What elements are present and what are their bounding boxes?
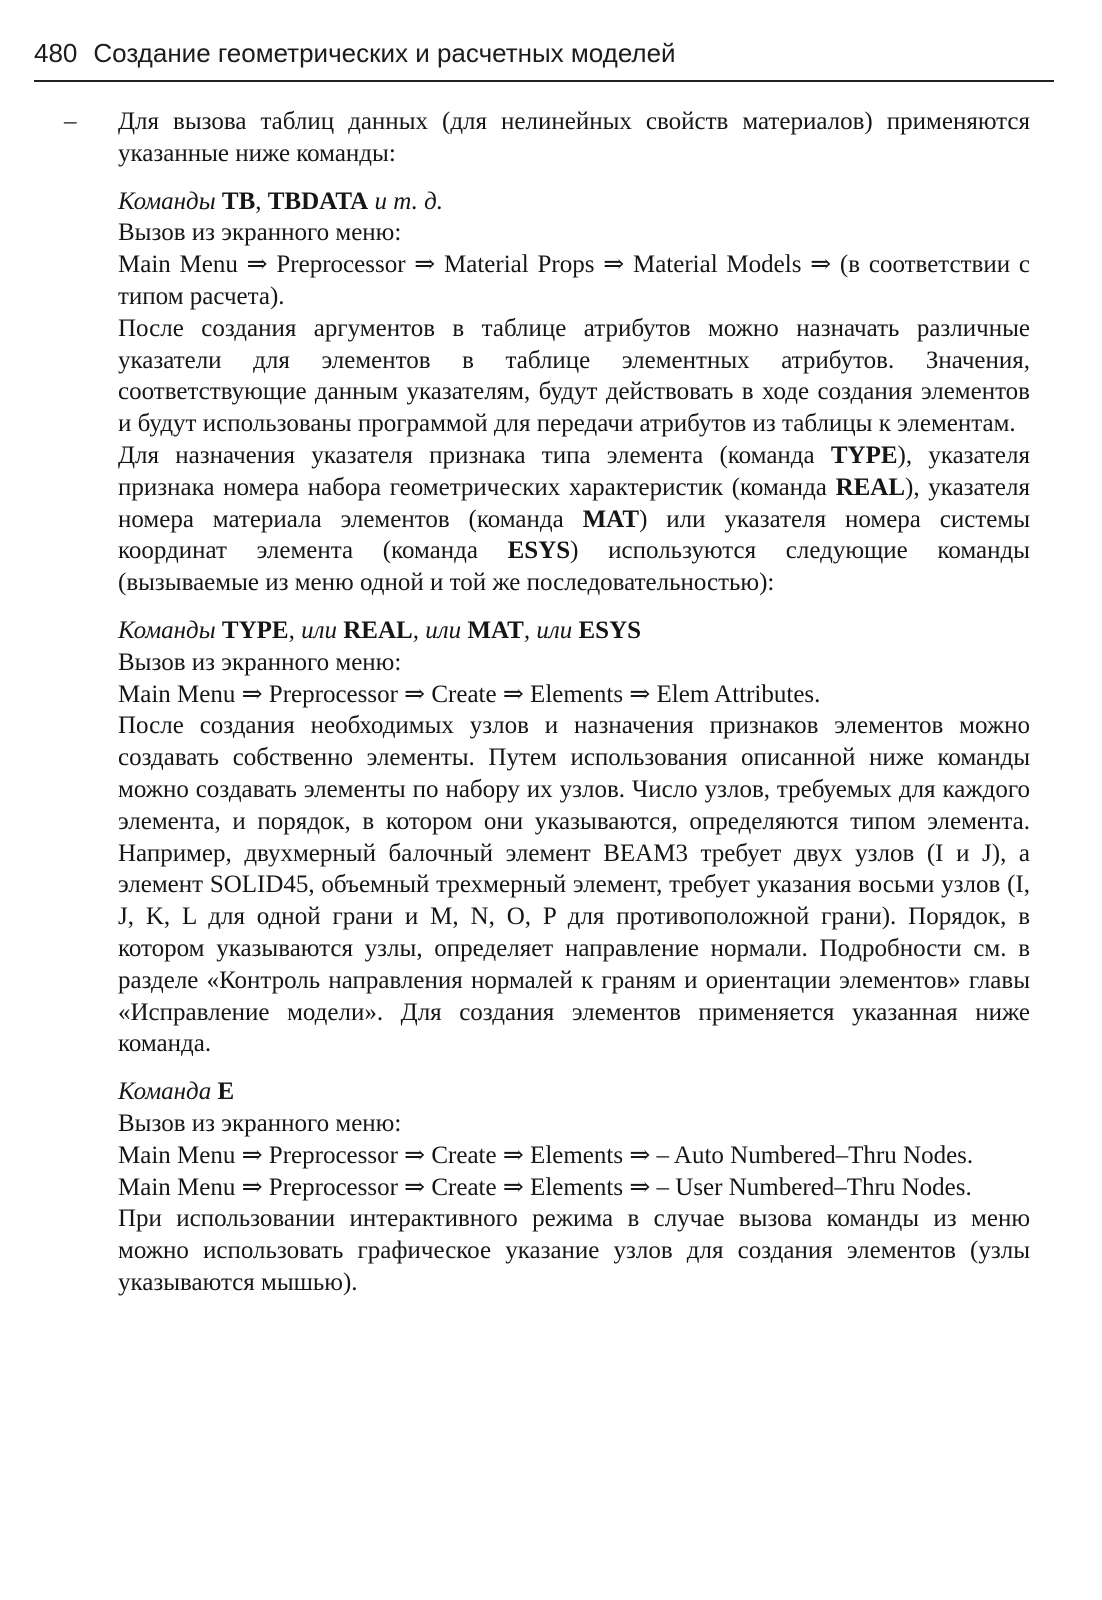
menu-path: Main Menu ⇒ Preprocessor ⇒ Create ⇒ Elements ⇒ – Auto Numbered–Thru Nodes. [118,1141,974,1169]
paragraph: После создания аргументов в таблице атрибутов можно назначать различные указатели для элементов в таблице элементных атрибутов. Значения, соответствующие данным указателям, будут действовать в ходе создания элементов и будут использованы программой для передачи атрибутов из таблицы к элементам. [118,314,1030,438]
command-tb: TB [221,187,256,215]
text-run: ) или указателя номера системы координат элемента (команда [118,505,1030,565]
heading-suffix: и т. д. [368,187,443,215]
paragraph: После создания необходимых узлов и назначения признаков элементов можно создавать собственно элементы. Путем использования описанной ниже команды можно создавать элементы по набору их узлов. Число узлов, требуемых для каждого элемента, и порядок, в котором они указываются, определяются типом элемента. Например, двухмерный балочный элемент BEAM3 требует двух узлов (I и J), а элемент SOLID45, объемный трехмерный элемент, требует указания восьми узлов (I, J, K, L для одной грани и M, N, O, P для противоположной грани). Порядок, в котором указываются узлы, определяет направление нормали. Подробности см. в разделе «Контроль направления нормалей к граням и ориентации элементов» главы «Исправление модели». Для создания элементов применяется указанная ниже команда. [118,712,1030,1058]
list-item-text: Для вызова таблиц данных (для нелинейных свойств материалов) применяются указанные ниже команды: [118,108,1030,167]
menu-label: Вызов из экранного меню: [118,1109,402,1137]
heading-separator: , [255,187,268,215]
heading-prefix: Команды [118,616,222,644]
menu-label: Вызов из экранного меню: [118,648,402,676]
heading-or: , или [412,616,468,644]
text-run: ), указателя признака номера набора геометрических характеристик (команда [118,441,1031,501]
heading-prefix: Команда [118,1078,218,1106]
command-real: REAL [835,473,906,501]
page-number: 480 [34,38,78,68]
command-mat: MAT [467,616,524,644]
command-type: TYPE [221,616,289,644]
command-heading-type [118,615,1030,647]
command-heading-e [118,1076,1030,1108]
list-dash: – [64,108,77,135]
heading-or: , или [523,616,579,644]
heading-prefix: Команды [118,187,222,215]
paragraph: При использовании интерактивного режима в случае вызова команды из меню можно использовать графическое указание узлов для создания элементов (узлы указываются мышью). [118,1205,1030,1296]
command-mat: MAT [582,505,640,533]
list-item-tables [64,106,1030,170]
command-tbdata: TBDATA [267,187,369,215]
text-run: Для назначения указателя признака типа элемента (команда [118,441,831,469]
command-e: E [217,1078,235,1106]
text-run: ), указателя номера материала элементов (команда [118,473,1030,533]
text-run: ) используются следующие команды (вызываемые из меню одной и той же последовательностью): [118,537,1030,597]
chapter-title: Создание геометрических и расчетных моделей [93,38,676,68]
paragraph [118,440,1030,599]
running-head [34,36,1054,70]
menu-path: Main Menu ⇒ Preprocessor ⇒ Create ⇒ Elements ⇒ – User Numbered–Thru Nodes. [118,1173,972,1201]
command-heading-tb [118,186,1030,218]
command-type: TYPE [830,441,898,469]
menu-path: Main Menu ⇒ Preprocessor ⇒ Material Props ⇒ Material Models ⇒ (в соответствии с типом расчета). [118,251,1030,310]
menu-path: Main Menu ⇒ Preprocessor ⇒ Create ⇒ Elements ⇒ Elem Attributes. [118,680,821,708]
header-rule [34,80,1054,82]
command-real: REAL [343,616,413,644]
heading-or: , или [288,616,344,644]
command-esys: ESYS [578,616,642,644]
page-content [64,106,1031,1299]
command-esys: ESYS [507,537,571,565]
menu-label: Вызов из экранного меню: [118,219,402,247]
